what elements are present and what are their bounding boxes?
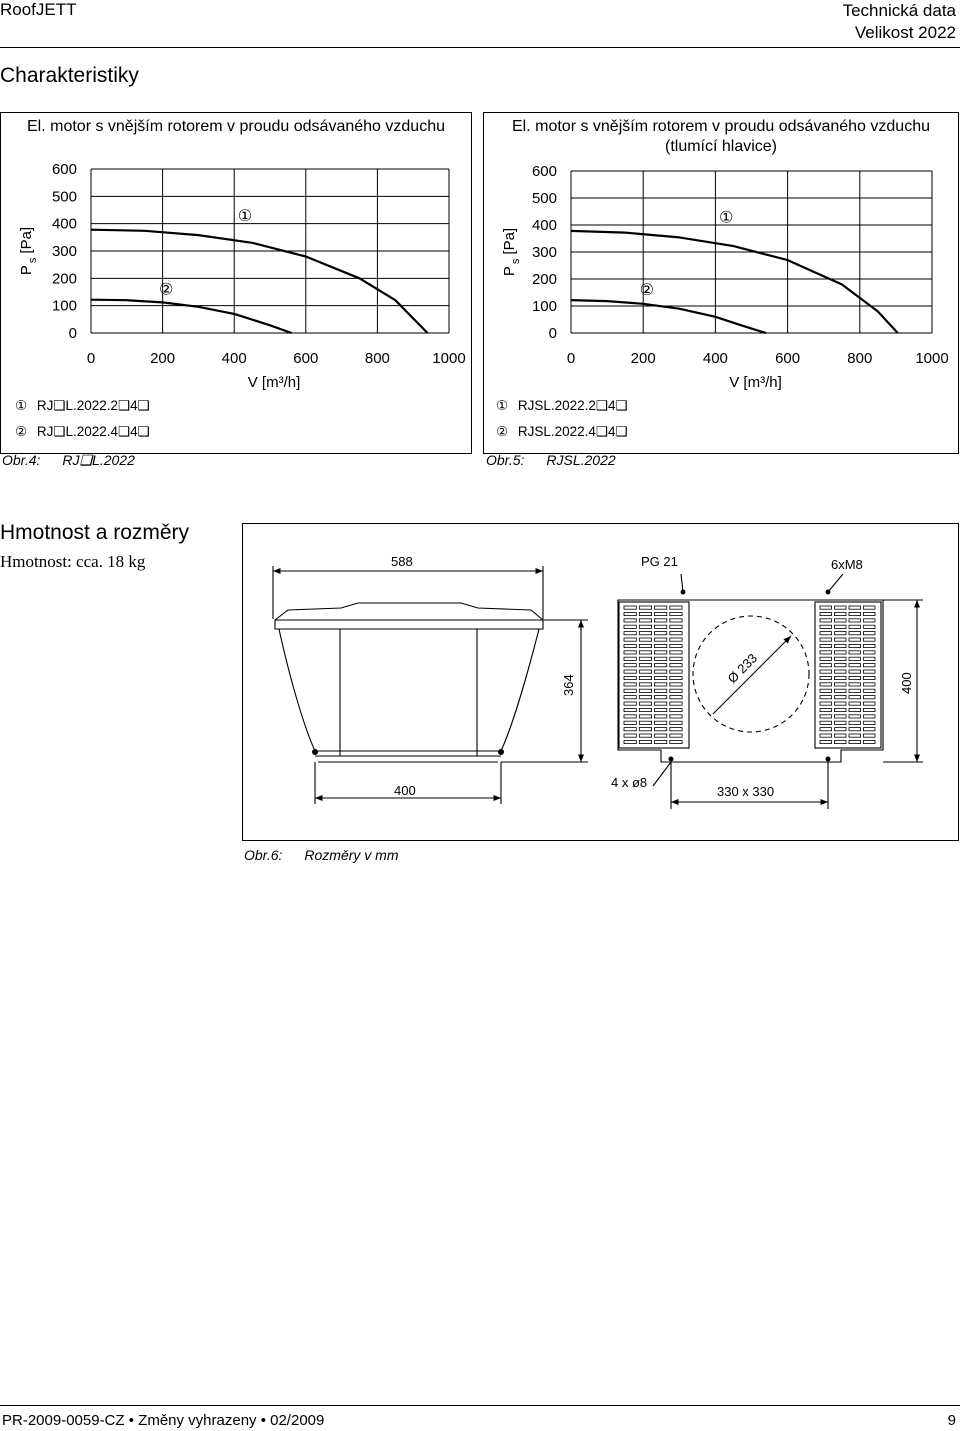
louver-slot: [670, 740, 682, 743]
x-tick-label: 1000: [915, 350, 949, 367]
louver-slot: [624, 702, 636, 705]
louver-slot: [820, 670, 832, 673]
y-tick-label: 500: [531, 190, 557, 207]
brand-name: RoofJETT: [0, 0, 77, 19]
louver-slot: [835, 619, 847, 622]
louver-slot: [624, 625, 636, 628]
louver-slot: [624, 721, 636, 724]
louver-slot: [849, 740, 861, 743]
y-tick-label: 300: [531, 244, 557, 261]
bullet-separator: •: [260, 1412, 271, 1429]
louver-slot: [670, 728, 682, 731]
x-tick-label: 800: [364, 350, 390, 367]
louver-slot: [820, 715, 832, 718]
pg-leader: [681, 574, 683, 592]
louver-slot: [820, 696, 832, 699]
chart-2-legend-1: [496, 398, 628, 414]
chart-1-legend-1: [15, 398, 150, 414]
louver-slot: [864, 606, 876, 609]
legend-marker: ①: [496, 398, 509, 413]
figure-caption-5: [486, 452, 616, 468]
louver-slot: [849, 708, 861, 711]
header-divider: [0, 47, 960, 48]
louver-slot: [849, 638, 861, 641]
louver-slot: [670, 619, 682, 622]
y-tick-label: 600: [51, 161, 77, 178]
chart-panel-1: [0, 112, 472, 454]
caption-text: RJSL.2022: [546, 452, 616, 468]
x-tick-label: 200: [630, 350, 656, 367]
louver-slot: [624, 715, 636, 718]
louver-slot: [670, 664, 682, 667]
mount-point: [312, 749, 318, 755]
section-title-characteristics: Charakteristiky: [0, 64, 139, 87]
louver-slot: [639, 606, 651, 609]
louver-slot: [849, 664, 861, 667]
louver-slot: [820, 721, 832, 724]
louver-slot: [670, 721, 682, 724]
y-tick-label: 600: [531, 163, 557, 180]
legend-marker: ①: [15, 398, 28, 413]
x-tick-label: 0: [566, 350, 576, 367]
chart-2-subtitle: (tlumící hlavice): [664, 138, 778, 155]
louver-slot: [670, 734, 682, 737]
series-marker-label: ②: [639, 280, 654, 300]
louver-slot: [864, 612, 876, 615]
louver-slot: [639, 683, 651, 686]
louver-slot: [639, 740, 651, 743]
louver-slot: [655, 683, 667, 686]
louver-slot: [864, 664, 876, 667]
side-view-inner: [315, 629, 501, 756]
louver-slot: [820, 644, 832, 647]
louver-slot: [820, 612, 832, 615]
y-tick-label: 400: [51, 215, 77, 233]
page-number: 9: [947, 1412, 956, 1429]
louver-slot: [835, 657, 847, 660]
louver-slot: [849, 715, 861, 718]
caption-text: Rozměry v mm: [304, 847, 399, 863]
louver-slot: [820, 632, 832, 635]
louver-slot: [835, 728, 847, 731]
y-tick-label: 400: [531, 217, 557, 234]
louver-slot: [835, 740, 847, 743]
label-screws: 6xM8: [831, 557, 863, 572]
louver-slot: [835, 689, 847, 692]
louver-slot: [624, 606, 636, 609]
figure-caption-6: [244, 847, 399, 863]
louver-slot: [655, 625, 667, 628]
y-tick-label: 500: [51, 188, 77, 206]
y-tick-label: 0: [68, 325, 77, 342]
series-line-1: [571, 231, 898, 333]
label-400-bottom: 400: [394, 783, 416, 798]
y-tick-label: 200: [531, 271, 557, 288]
louver-left: [619, 602, 689, 748]
louver-slot: [639, 619, 651, 622]
louver-slot: [655, 689, 667, 692]
x-tick-label: 800: [847, 350, 873, 367]
louver-slot: [639, 696, 651, 699]
louver-slot: [835, 651, 847, 654]
side-view-cover: [275, 603, 543, 620]
louver-slot: [864, 740, 876, 743]
louver-slot: [849, 689, 861, 692]
louver-slot: [639, 728, 651, 731]
x-tick-label: 1000: [432, 350, 466, 367]
louver-slot: [639, 638, 651, 641]
louver-slot: [835, 676, 847, 679]
louver-slot: [624, 644, 636, 647]
chart-2-legend-2: [496, 424, 628, 440]
chart-1-legend-2: [15, 424, 150, 440]
louver-slot: [624, 696, 636, 699]
louver-slot: [835, 715, 847, 718]
doc-date: 02/2009: [270, 1412, 325, 1429]
side-view-top: [275, 620, 543, 629]
x-tick-label: 400: [702, 350, 728, 367]
louver-slot: [639, 625, 651, 628]
series-marker-label: ②: [159, 279, 174, 299]
louver-slot: [639, 689, 651, 692]
louver-slot: [849, 606, 861, 609]
louver-slot: [655, 740, 667, 743]
louver-slot: [639, 670, 651, 673]
louver-slot: [835, 734, 847, 737]
louver-slot: [864, 644, 876, 647]
louver-slot: [670, 612, 682, 615]
louver-slot: [624, 664, 636, 667]
legend-marker: ②: [496, 424, 509, 439]
louver-slot: [835, 632, 847, 635]
louver-slot: [624, 689, 636, 692]
louver-slot: [849, 721, 861, 724]
louver-slot: [849, 676, 861, 679]
louver-slot: [849, 644, 861, 647]
weight-text: Hmotnost: cca. 18 kg: [0, 552, 146, 571]
louver-slot: [655, 696, 667, 699]
figure-caption-4: [2, 452, 135, 469]
louver-slot: [655, 651, 667, 654]
technical-drawing: [243, 524, 958, 840]
louver-slot: [670, 708, 682, 711]
label-400-right: 400: [899, 672, 914, 694]
louver-slot: [670, 676, 682, 679]
louver-slot: [820, 676, 832, 679]
louver-slot: [655, 632, 667, 635]
legend-text: RJ❑L.2022.2❑4❑: [36, 398, 150, 413]
louver-slot: [820, 740, 832, 743]
louver-slot: [655, 638, 667, 641]
louver-slot: [820, 651, 832, 654]
louver-slot: [835, 683, 847, 686]
louver-slot: [639, 651, 651, 654]
louver-slot: [670, 606, 682, 609]
louver-slot: [624, 740, 636, 743]
louver-slot: [820, 689, 832, 692]
x-tick-label: 200: [150, 350, 176, 367]
louver-slot: [864, 632, 876, 635]
y-tick-label: 100: [531, 298, 557, 315]
louver-slot: [820, 734, 832, 737]
y-axis-label: $P_s[Pa]$: [18, 226, 39, 276]
y-tick-label: 0: [548, 325, 557, 342]
louver-slot: [655, 715, 667, 718]
louver-slot: [864, 696, 876, 699]
louver-slot: [835, 721, 847, 724]
louver-slot: [624, 676, 636, 679]
louver-slot: [864, 721, 876, 724]
louver-slot: [639, 702, 651, 705]
label-588: 588: [391, 554, 413, 569]
louver-slot: [864, 657, 876, 660]
louver-slot: [849, 734, 861, 737]
legend-text: RJSL.2022.2❑4❑: [517, 398, 628, 413]
louver-slot: [835, 638, 847, 641]
louver-slot: [849, 657, 861, 660]
louver-slot: [639, 676, 651, 679]
louver-slot: [639, 657, 651, 660]
louver-slot: [624, 734, 636, 737]
louver-slot: [864, 619, 876, 622]
louver-slot: [639, 708, 651, 711]
louver-slot: [624, 619, 636, 622]
louver-slot: [864, 651, 876, 654]
side-view-body: [279, 629, 539, 751]
louver-slot: [820, 702, 832, 705]
louver-slot: [864, 625, 876, 628]
louver-slot: [655, 664, 667, 667]
louver-slot: [655, 606, 667, 609]
louver-slot: [820, 728, 832, 731]
louver-slot: [820, 625, 832, 628]
louver-slot: [639, 632, 651, 635]
louver-slot: [624, 638, 636, 641]
x-tick-label: 600: [775, 350, 801, 367]
holes-leader: [653, 762, 671, 786]
louver-slot: [624, 708, 636, 711]
louver-slot: [655, 657, 667, 660]
caption-number: Obr.4:: [2, 452, 41, 468]
louver-slot: [670, 625, 682, 628]
louver-slot: [670, 651, 682, 654]
y-tick-label: 200: [51, 270, 77, 288]
louver-slots: [624, 606, 875, 744]
louver-slot: [864, 683, 876, 686]
louver-slot: [639, 721, 651, 724]
louver-slot: [849, 702, 861, 705]
doc-type: Technická data: [842, 1, 956, 20]
louver-slot: [670, 632, 682, 635]
chart-1-title: El. motor s vnějším rotorem v proudu odsávaného vzduchu: [27, 118, 445, 135]
louver-slot: [849, 696, 861, 699]
mount-hole: [826, 757, 831, 762]
louver-slot: [670, 638, 682, 641]
louver-slot: [624, 632, 636, 635]
louver-slot: [655, 612, 667, 615]
x-tick-label: 400: [221, 350, 247, 367]
x-tick-label: 0: [86, 350, 96, 367]
y-tick-label: 100: [51, 297, 77, 315]
louver-slot: [835, 606, 847, 609]
diameter-circle: [693, 616, 809, 732]
screw-leader: [828, 574, 843, 592]
legend-marker: ②: [15, 424, 28, 439]
louver-slot: [655, 734, 667, 737]
louver-slot: [639, 715, 651, 718]
label-pg: PG 21: [641, 554, 678, 569]
louver-slot: [835, 612, 847, 615]
label-diameter: Ø 233: [724, 650, 761, 687]
louver-slot: [820, 683, 832, 686]
louver-slot: [624, 657, 636, 660]
header-right: [843, 0, 956, 44]
louver-slot: [849, 651, 861, 654]
x-axis-label: V [m³/h]: [247, 374, 301, 391]
louver-slot: [835, 696, 847, 699]
louver-slot: [864, 638, 876, 641]
louver-slot: [670, 696, 682, 699]
top-view-outline: [618, 600, 883, 762]
louver-slot: [864, 670, 876, 673]
louver-slot: [820, 708, 832, 711]
series-marker-label: ①: [237, 205, 253, 225]
caption-number: Obr.6:: [244, 847, 283, 863]
louver-slot: [655, 728, 667, 731]
louver-slot: [864, 676, 876, 679]
louver-slot: [820, 664, 832, 667]
louver-slot: [670, 670, 682, 673]
mount-point: [498, 749, 504, 755]
bullet-separator: •: [128, 1412, 139, 1429]
louver-slot: [670, 657, 682, 660]
legend-text: RJSL.2022.4❑4❑: [517, 424, 628, 439]
louver-slot: [624, 728, 636, 731]
louver-slot: [670, 689, 682, 692]
size-label: Velikost 2022: [854, 23, 956, 42]
louver-slot: [670, 715, 682, 718]
y-axis-label: $P_s[Pa]$: [501, 227, 522, 277]
series-line-2: [571, 300, 766, 333]
louver-slot: [624, 651, 636, 654]
louver-slot: [849, 683, 861, 686]
louver-slot: [849, 632, 861, 635]
caption-number: Obr.5:: [486, 452, 525, 468]
doc-id: PR-2009-0059-CZ: [2, 1412, 125, 1429]
louver-slot: [835, 670, 847, 673]
louver-slot: [655, 721, 667, 724]
mount-hole: [669, 757, 674, 762]
louver-slot: [835, 664, 847, 667]
louver-slot: [849, 728, 861, 731]
louver-slot: [835, 702, 847, 705]
chart-2-title: El. motor s vnějším rotorem v proudu odsávaného vzduchu: [512, 118, 930, 135]
louver-slot: [849, 619, 861, 622]
louver-slot: [655, 670, 667, 673]
series-marker-label: ①: [719, 207, 734, 227]
louver-slot: [864, 734, 876, 737]
louver-slot: [624, 670, 636, 673]
legend-text: RJ❑L.2022.4❑4❑: [36, 424, 150, 439]
louver-right: [815, 602, 881, 748]
louver-slot: [655, 676, 667, 679]
louver-slot: [835, 708, 847, 711]
louver-slot: [849, 612, 861, 615]
louver-slot: [670, 683, 682, 686]
louver-slot: [835, 644, 847, 647]
mount-hole: [681, 590, 686, 595]
louver-slot: [835, 625, 847, 628]
section-title-dimensions: Hmotnost a rozměry: [0, 521, 190, 544]
louver-slot: [820, 657, 832, 660]
louver-slot: [849, 625, 861, 628]
louver-slot: [864, 728, 876, 731]
y-tick-label: 300: [51, 243, 77, 260]
louver-slot: [639, 644, 651, 647]
louver-slot: [864, 708, 876, 711]
louver-slot: [820, 619, 832, 622]
mount-hole: [826, 590, 831, 595]
louver-slot: [655, 702, 667, 705]
x-tick-label: 600: [293, 350, 319, 367]
louver-slot: [639, 664, 651, 667]
louver-slot: [655, 619, 667, 622]
louver-slot: [820, 606, 832, 609]
louver-slot: [864, 689, 876, 692]
caption-text: RJ❑L.2022: [62, 452, 135, 468]
label-square: 330 x 330: [717, 784, 775, 799]
series-line-2: [91, 300, 292, 333]
label-364: 364: [561, 674, 576, 696]
louver-slot: [655, 644, 667, 647]
louver-slot: [639, 612, 651, 615]
label-holes: 4 x ø8: [611, 775, 648, 790]
louver-slot: [670, 644, 682, 647]
footer-info: [2, 1412, 324, 1429]
louver-slot: [820, 638, 832, 641]
louver-slot: [864, 702, 876, 705]
louver-slot: [624, 683, 636, 686]
louver-slot: [624, 612, 636, 615]
louver-slot: [670, 702, 682, 705]
footer-divider: [0, 1405, 960, 1406]
louver-slot: [864, 715, 876, 718]
dimension-drawing-panel: [242, 523, 959, 841]
x-axis-label: V [m³/h]: [729, 374, 782, 391]
changes-note: Změny vyhrazeny: [138, 1412, 257, 1429]
louver-slot: [639, 734, 651, 737]
louver-slot: [655, 708, 667, 711]
chart-panel-2: [483, 112, 959, 454]
louver-slot: [849, 670, 861, 673]
